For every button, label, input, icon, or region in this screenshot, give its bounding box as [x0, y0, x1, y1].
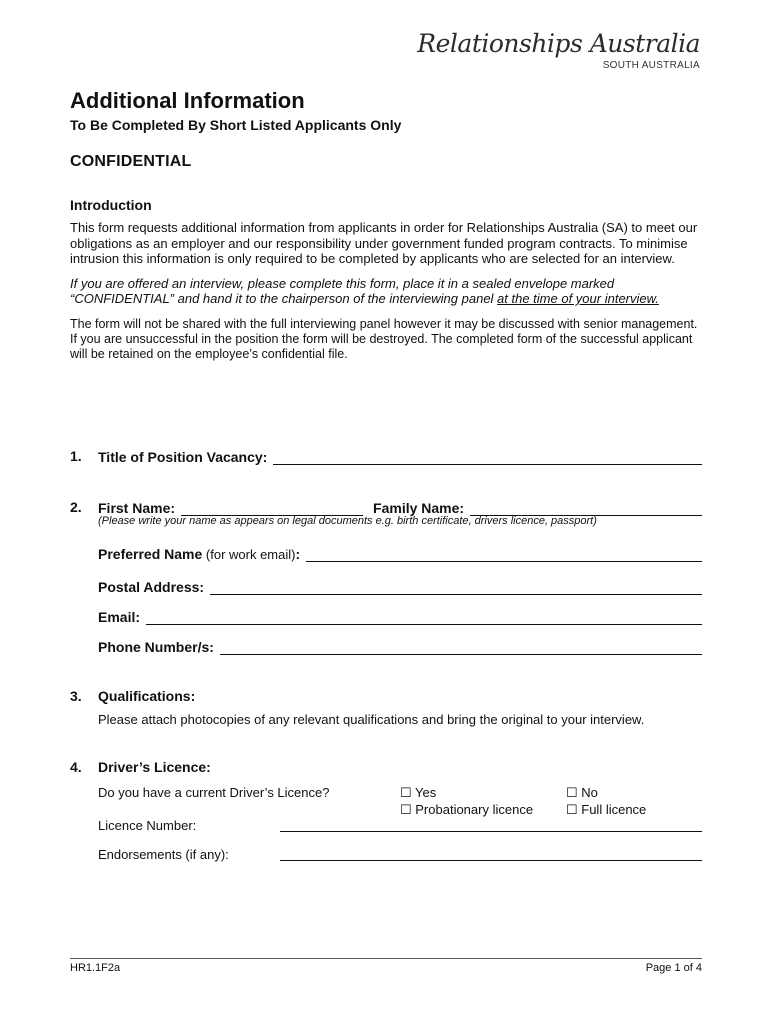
intro-paragraph-1: This form requests additional information from applicants in order for Relationships Australia (SA) to meet our obligations as an employer and our responsibility under government funded program contracts. To minimise intrusion this information is only required to be completed by applicants who are selected for an interview.: [70, 220, 698, 266]
phone-label: Phone Number/s:: [98, 639, 214, 655]
question-3-number: 3.: [70, 688, 82, 704]
qualifications-label: Qualifications:: [98, 688, 196, 704]
page-title: Additional Information: [70, 88, 305, 113]
first-name-field[interactable]: [181, 501, 363, 516]
intro-paragraph-2: [70, 276, 702, 307]
document-header: [70, 88, 702, 362]
email-label: Email:: [98, 609, 141, 625]
first-name-label: First Name:: [98, 500, 176, 516]
drivers-licence-label: Driver’s Licence:: [98, 759, 211, 775]
full-licence-checkbox[interactable]: ☐ Full licence: [566, 802, 647, 817]
page-number: Page 1 of 4: [645, 962, 702, 974]
position-vacancy-field[interactable]: [273, 450, 702, 465]
logo: [417, 30, 700, 71]
preferred-name-label: [98, 546, 300, 562]
preferred-name-label-note: (for work email): [202, 547, 296, 562]
intro-paragraph-2-underlined: at the time of your interview.: [497, 291, 659, 306]
licence-number-field[interactable]: [280, 817, 702, 832]
confidential-label: CONFIDENTIAL: [70, 153, 192, 170]
footer: [70, 958, 702, 974]
page-subtitle: To Be Completed By Short Listed Applicants Only: [70, 117, 402, 133]
postal-address-label: Postal Address:: [98, 579, 205, 595]
question-4-number: 4.: [70, 759, 82, 775]
no-checkbox[interactable]: ☐ No: [566, 785, 598, 800]
name-note: (Please write your name as appears on legal documents e.g. birth certificate, drivers licence, passport): [98, 515, 597, 527]
preferred-name-field[interactable]: [306, 547, 702, 562]
phone-field[interactable]: [220, 640, 702, 655]
yes-checkbox[interactable]: ☐ Yes: [400, 785, 437, 800]
family-name-label: Family Name:: [373, 500, 465, 516]
preferred-name-label-bold: Preferred Name: [98, 546, 203, 562]
probationary-licence-checkbox[interactable]: ☐ Probationary licence: [400, 802, 534, 817]
question-2-number: 2.: [70, 499, 82, 515]
endorsements-field[interactable]: [280, 846, 702, 861]
postal-address-field[interactable]: [210, 580, 702, 595]
family-name-field[interactable]: [470, 501, 702, 516]
qualifications-text: Please attach photocopies of any relevant qualifications and bring the original to your interview.: [98, 712, 645, 727]
preferred-name-label-colon: :: [295, 546, 301, 562]
question-1-number: 1.: [70, 448, 82, 464]
logo-subtitle: SOUTH AUSTRALIA: [602, 60, 700, 71]
form-code: HR1.1F2a: [70, 962, 121, 974]
licence-number-label: Licence Number:: [98, 818, 197, 833]
intro-paragraph-3: The form will not be shared with the full interviewing panel however it may be discussed with senior management. If you are unsuccessful in the position the form will be destroyed. The completed form of the successful applicant will be retained on the employee’s confidential file.: [70, 316, 698, 361]
logo-name: Relationships Australia: [417, 29, 700, 58]
endorsements-label: Endorsements (if any):: [98, 847, 229, 862]
intro-paragraph-2-text: If you are offered an interview, please complete this form, place it in a sealed envelope marked “CONFIDENTIAL” and hand it to the chairperson of the interviewing panel: [70, 275, 615, 306]
email-field[interactable]: [146, 610, 702, 625]
introduction-heading: Introduction: [70, 197, 152, 213]
drivers-licence-question: Do you have a current Driver’s Licence?: [98, 785, 330, 800]
position-vacancy-label: Title of Position Vacancy:: [98, 449, 268, 465]
